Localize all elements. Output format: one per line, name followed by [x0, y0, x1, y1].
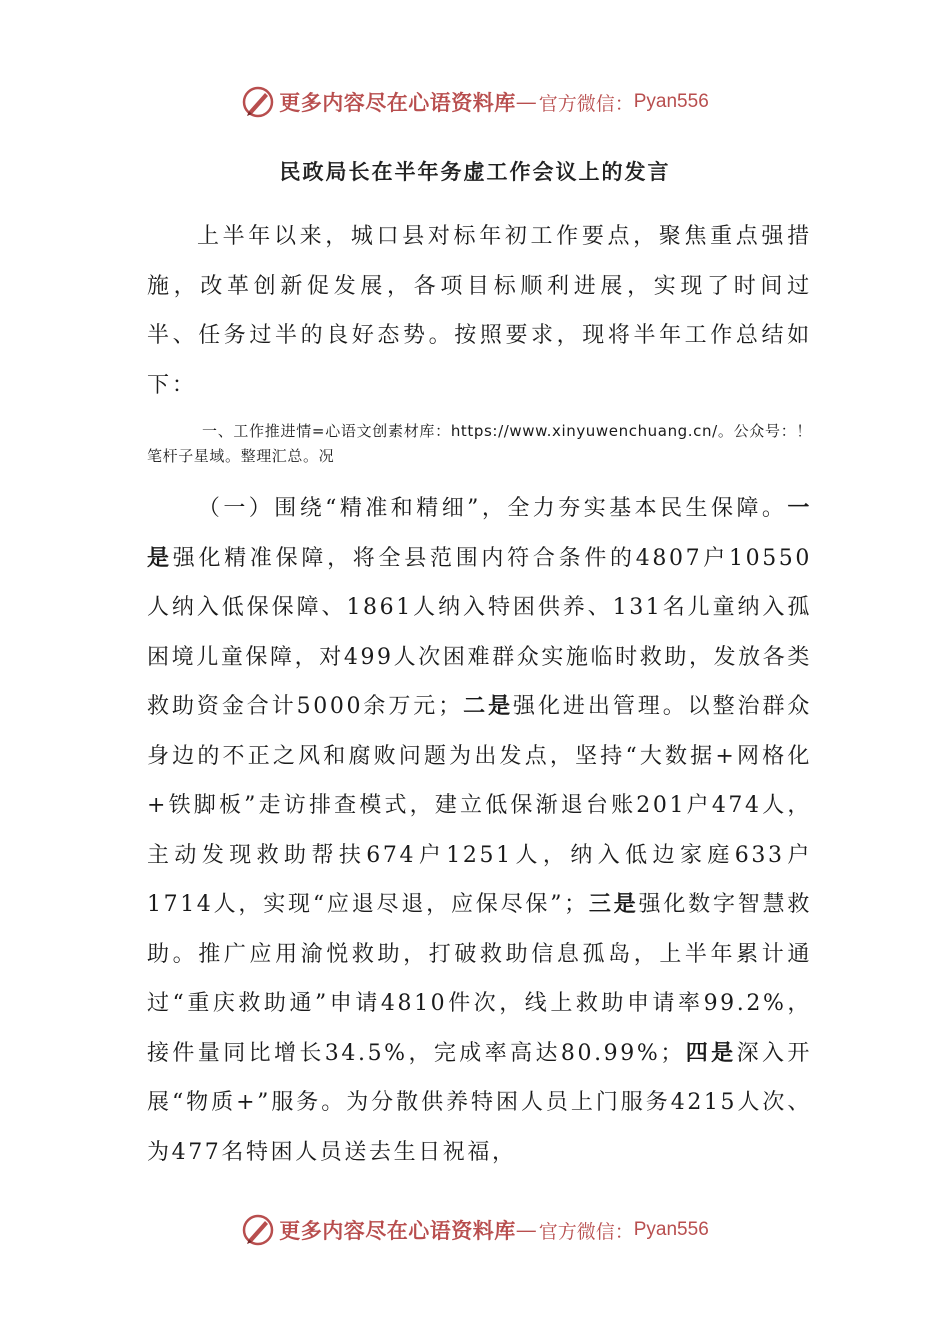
banner-wechat-label: 官方微信：	[538, 92, 634, 115]
section-note: 一、工作推进情=心语文创素材库：https://www.xinyuwenchuang.cn/。公众号：！笔杆子星域。整理汇总。况	[147, 422, 812, 465]
document-title: 民政局长在半年务虚工作会议上的发言	[279, 160, 671, 184]
banner-dash: —	[515, 1218, 537, 1242]
banner-wechat-id: Pyan556	[633, 1219, 709, 1240]
lead-three: 三是	[588, 892, 639, 917]
section-one-heading: （一）围绕“精准和精细”，全力夯实基本民生保障。	[197, 496, 788, 521]
point-one-text: 强化精准保障，将全县范围内符合条件的4807户10550人纳入低保保障、1861人纳入特困供养、131名儿童纳入孤困境儿童保障，对499人次困难群众实施临时救助，发放各类救助资金合计5000余万元；	[147, 545, 812, 719]
lead-four: 四是	[684, 1040, 737, 1066]
lead-one: 一是	[147, 496, 812, 571]
pen-logo-icon	[241, 85, 275, 119]
intro-paragraph: 上半年以来，城口县对标年初工作要点，聚焦重点强措施，改革创新促发展，各项目标顺利进展，实现了时间过半、任务过半的良好态势。按照要求，现将半年工作总结如下：	[147, 224, 812, 398]
pen-logo-icon	[241, 1213, 275, 1247]
banner-dash: —	[515, 90, 537, 114]
point-four-text: 深入开展“物质+”服务。为分散供养特困人员上门服务4215人次、为477名特困人员送去生日祝福，	[147, 1040, 812, 1165]
point-three-text: 强化数字智慧救助。推广应用渝悦救助，打破救助信息孤岛，上半年累计通过“重庆救助通”申请4810件次，线上救助申请率99.2%，接件量同比增长34.5%，完成率高达80.99%；	[147, 892, 813, 1066]
top-banner	[0, 82, 950, 122]
bottom-banner	[0, 1210, 950, 1250]
section-one-paragraph	[147, 484, 812, 1177]
banner-text: 更多内容尽在心语资料库	[279, 1219, 516, 1243]
banner-wechat-id: Pyan556	[633, 91, 709, 112]
banner-text: 更多内容尽在心语资料库	[279, 91, 516, 115]
lead-two: 二是	[462, 694, 514, 719]
banner-wechat-label: 官方微信：	[538, 1220, 634, 1243]
point-two-text: 强化进出管理。以整治群众身边的不正之风和腐败问题为出发点，坚持“大数据+网格化+铁脚板”走访排查模式，建立低保渐退台账201户474人，主动发现救助帮扶674户1251人，纳入低边家庭633户1714人，实现“应退尽退，应保尽保”；	[147, 694, 813, 917]
